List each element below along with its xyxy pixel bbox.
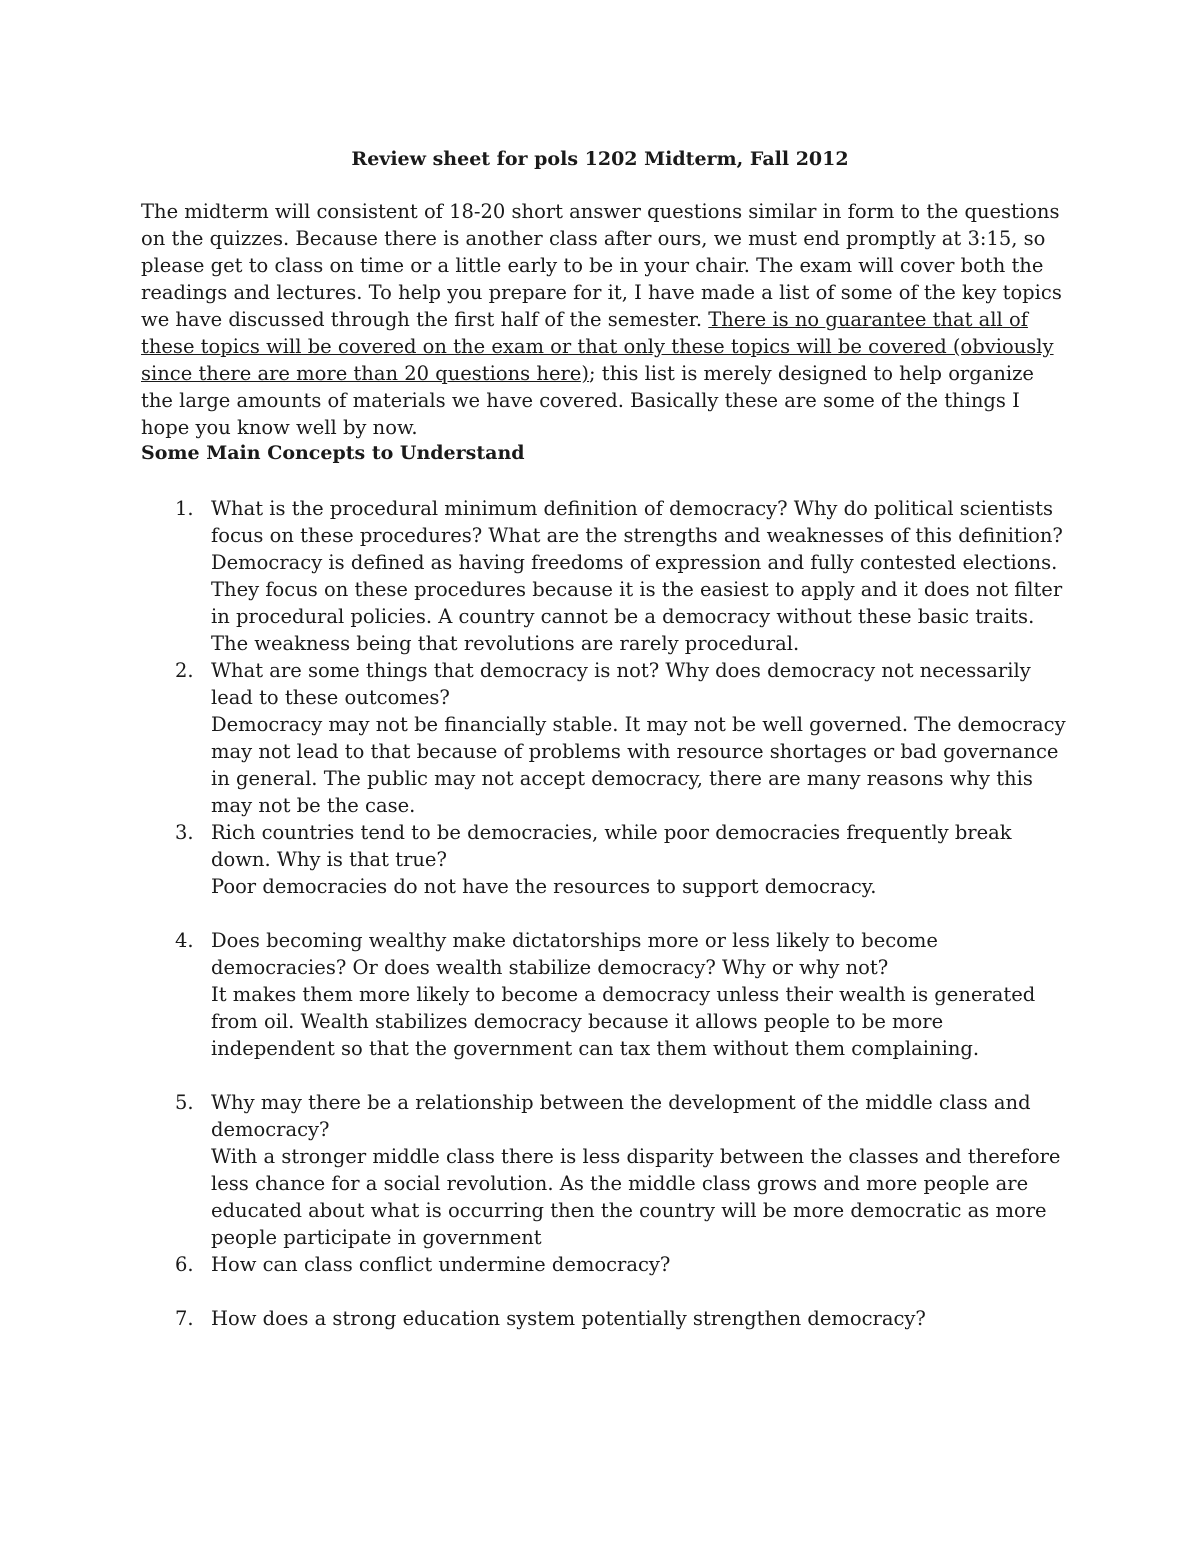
item-body — [211, 1305, 1071, 1332]
item-question: What are some things that democracy is not? Why does democracy not necessarily lead to these outcomes? — [211, 659, 1031, 709]
intro-text-2: ; this list is merely designed to help organize the large amounts of materials we have covered. Basically these are some of the things I hope you know well by now. — [141, 362, 1034, 439]
item-answer: Democracy is defined as having freedoms of expression and fully contested elections. They focus on these procedures because it is the easiest to apply and it does not filter in procedural policies. A country cannot be a democracy without these basic traits. The weakness being that revolutions are rarely procedural. — [211, 551, 1063, 655]
item-answer: Democracy may not be financially stable. It may not be well governed. The democracy may not lead to that because of problems with resource shortages or bad governance in general. The public may not accept democracy, there are many reasons why this may not be the case. — [211, 713, 1066, 817]
item-question: How can class conflict undermine democracy? — [211, 1253, 671, 1276]
item-answer: It makes them more likely to become a democracy unless their wealth is generated from oil. Wealth stabilizes democracy because it allows people to be more independent so that the government can tax them without them complaining. — [211, 983, 1036, 1060]
item-answer: With a stronger middle class there is less disparity between the classes and therefore less chance for a social revolution. As the middle class grows and more people are educated about what is occurring then the country will be more democratic as more people participate in government — [211, 1145, 1061, 1249]
item-body — [211, 1089, 1071, 1251]
item-question: Does becoming wealthy make dictatorships more or less likely to become democracies? Or does wealth stabilize democracy? Why or why not? — [211, 929, 938, 979]
intro-text-1: The midterm will consistent of 18-20 short answer questions similar in form to the questions on the quizzes. Because there is another class after ours, we must end promptly at 3:15, so please get to class on time or a little early to be in your chair. The exam will cover both the readings and lectures. To help you prepare for it, I have made a list of some of the key topics we have discussed through the first half of the semester. — [141, 200, 1062, 331]
item-number: 1. — [175, 497, 194, 520]
item-number: 7. — [175, 1307, 194, 1330]
item-question: Why may there be a relationship between the development of the middle class and democracy? — [211, 1091, 1031, 1141]
item-body — [211, 657, 1071, 819]
intro-underlined-text: There is no guarantee that all of these topics will be covered on the exam or that only these topics will be covered (obviously since there are more than 20 questions here) — [141, 308, 1054, 385]
item-question: What is the procedural minimum definition of democracy? Why do political scientists focus on these procedures? What are the strengths and weaknesses of this definition? — [211, 497, 1063, 547]
item-answer: Poor democracies do not have the resources to support democracy. — [211, 875, 877, 898]
item-question: How does a strong education system potentially strengthen democracy? — [211, 1307, 926, 1330]
section-heading: Some Main Concepts to Understand — [141, 442, 525, 464]
item-number: 3. — [175, 821, 194, 844]
intro-paragraph — [141, 198, 1071, 441]
item-number: 2. — [175, 659, 194, 682]
item-number: 4. — [175, 929, 194, 952]
item-number: 6. — [175, 1253, 194, 1276]
item-body — [211, 1251, 1071, 1278]
item-body — [211, 495, 1071, 657]
item-body — [211, 819, 1071, 900]
item-body — [211, 927, 1071, 1062]
document-title: Review sheet for pols 1202 Midterm, Fall 2012 — [351, 148, 849, 170]
item-question: Rich countries tend to be democracies, while poor democracies frequently break down. Why is that true? — [211, 821, 1012, 871]
item-number: 5. — [175, 1091, 194, 1114]
